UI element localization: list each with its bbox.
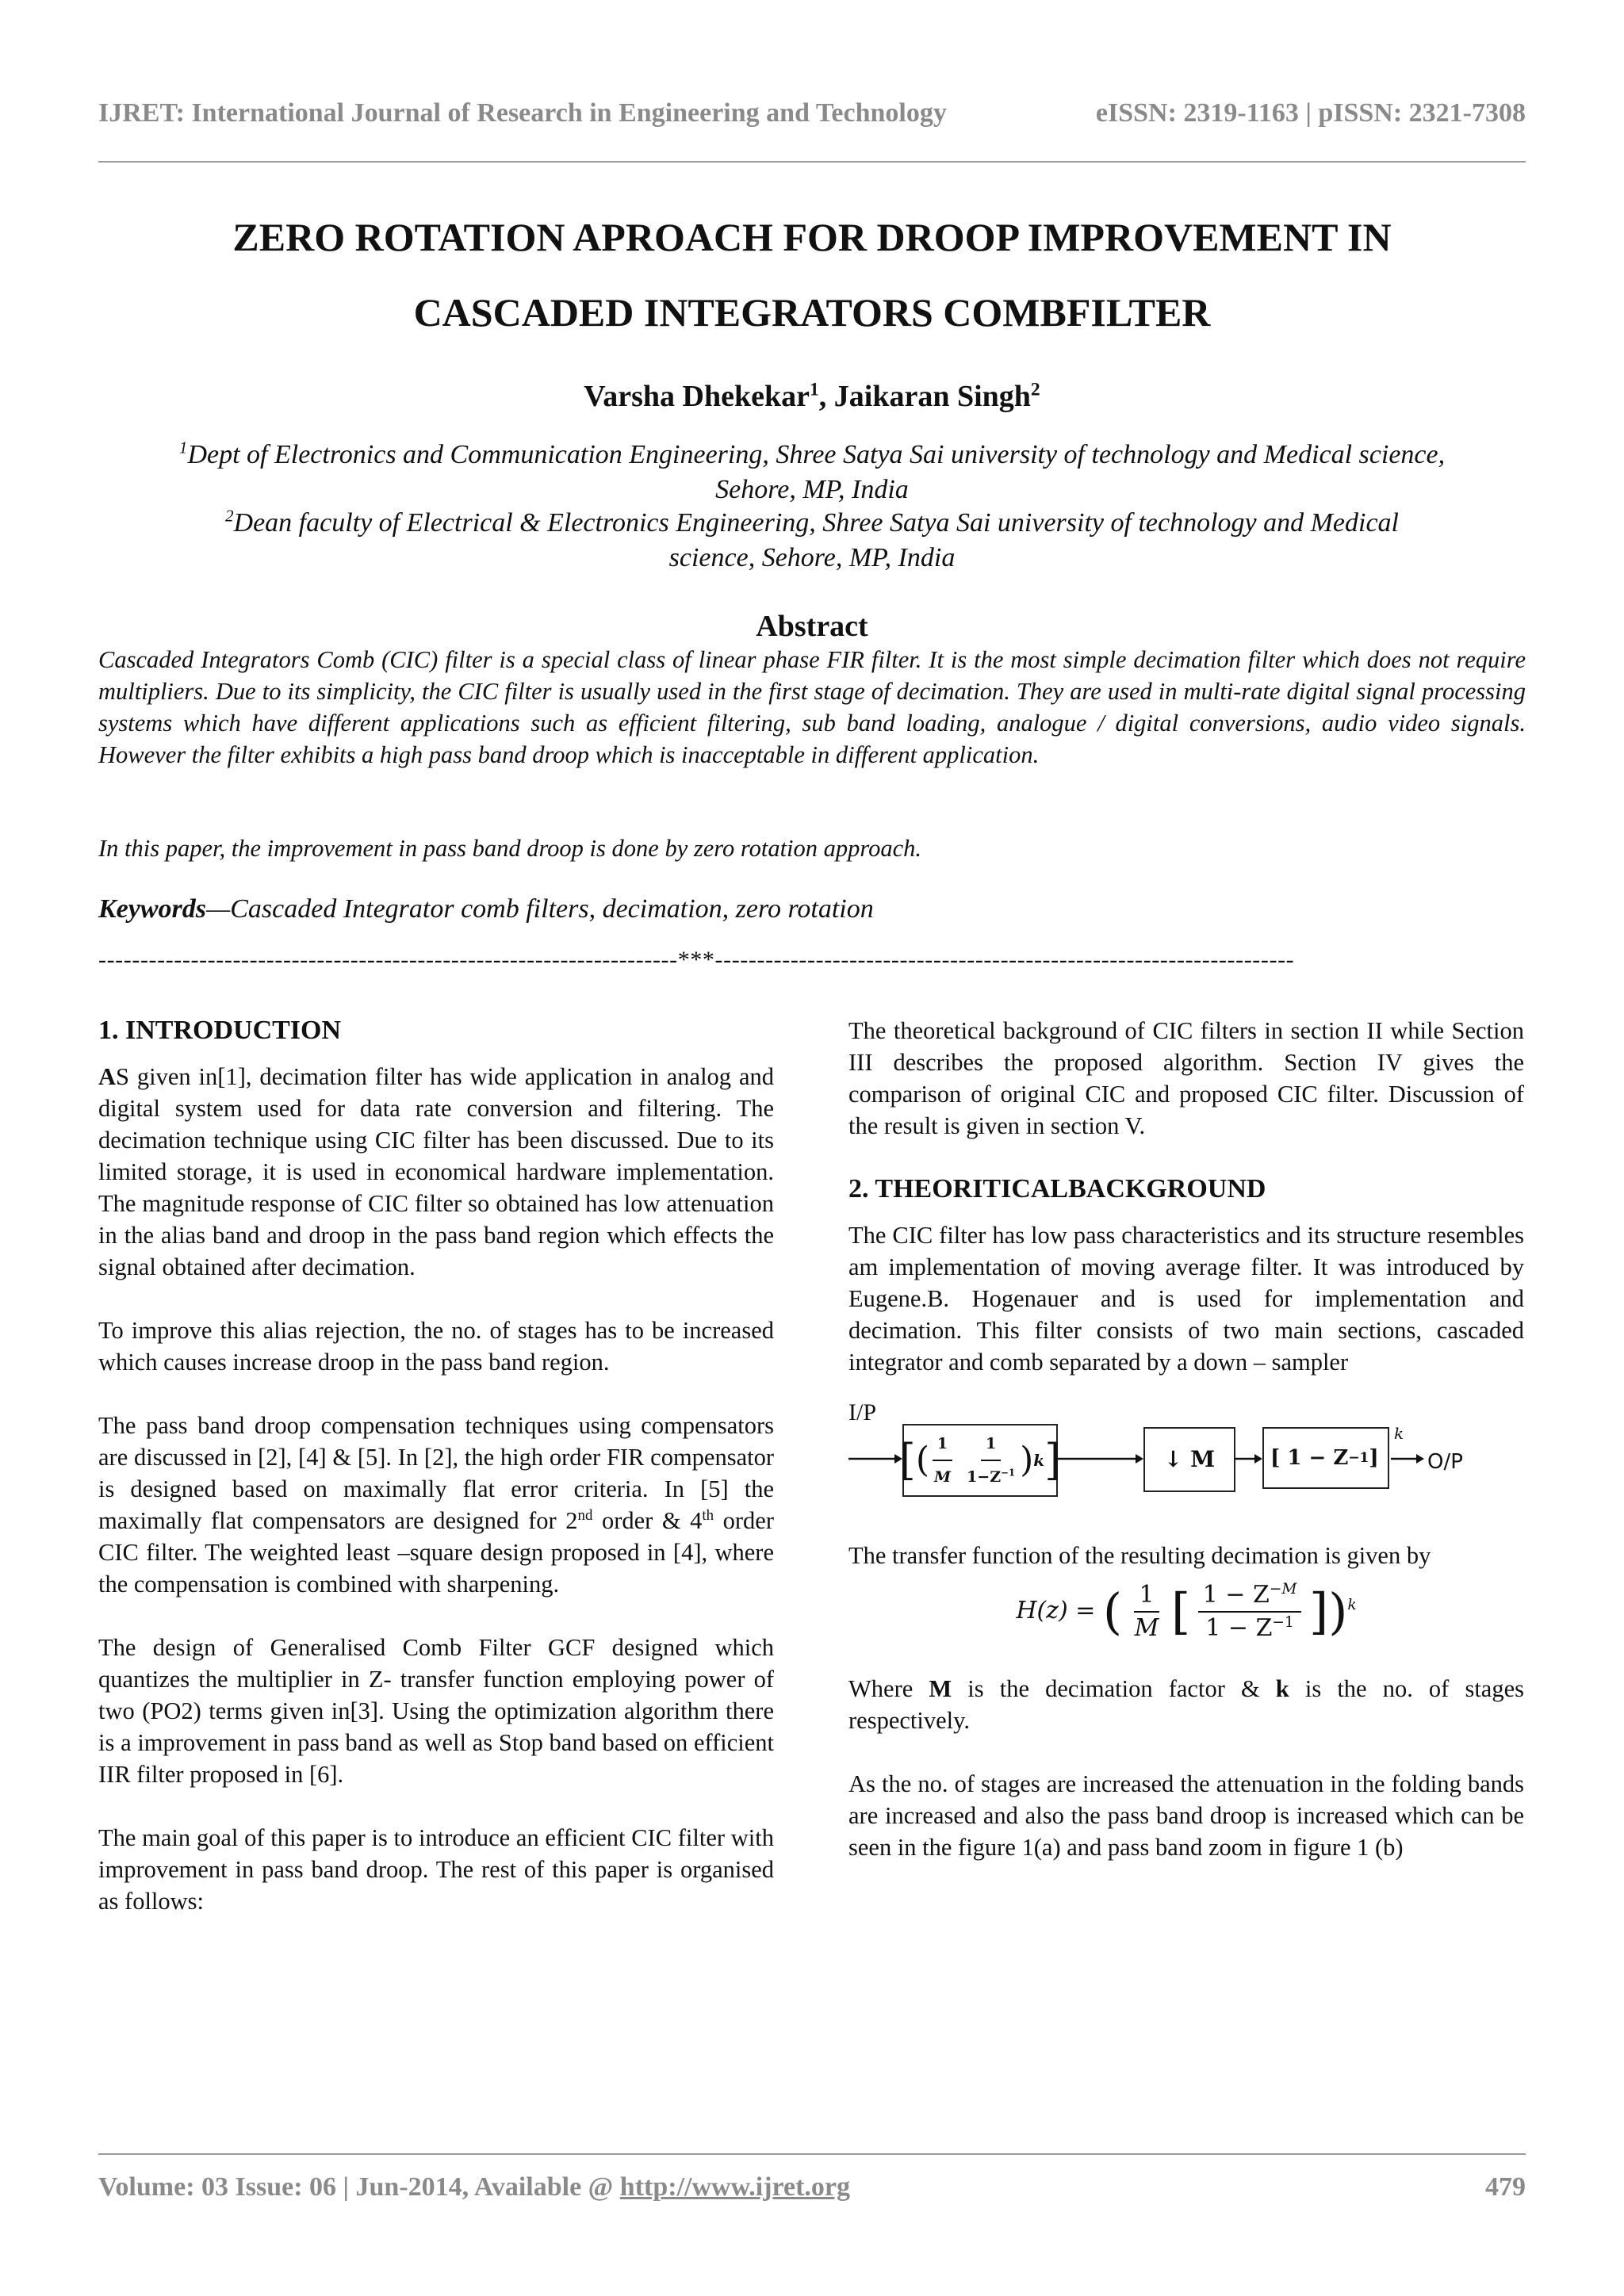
affiliation-2-sup: 2 bbox=[224, 506, 234, 526]
arrowhead-1 bbox=[1136, 1454, 1143, 1464]
affiliation-2-line-2: science, Sehore, MP, India bbox=[668, 543, 956, 572]
issn: eISSN: 2319-1163 | pISSN: 2321-7308 bbox=[1095, 98, 1526, 128]
equation-one-over-m: $\frac{1}{M}$ bbox=[1134, 1581, 1159, 1642]
title-line-2: CASCADED INTEGRATORS COMBFILTER bbox=[413, 290, 1211, 335]
comb-block: [ 1 − Z −1 ] bbox=[1262, 1427, 1389, 1489]
intro-paragraph-2: To improve this alias rejection, the no. of stages has to be increased which causes increase droop in the pass band region. bbox=[98, 1317, 774, 1376]
output-label: O/P bbox=[1427, 1450, 1463, 1474]
affiliation-1 bbox=[98, 438, 1526, 507]
intro-dropcap: A bbox=[98, 1063, 117, 1090]
intro-paragraph-3: The pass band droop compensation techniques using compensators are discussed in [2], [4] & [5]. In [2], the high order FIR compensator is designed based on maximally flat error criteria. In [5] the maximally flat compensators are designed for 2nd order & 4th order CIC filter. The weighted least –square design proposed in [4], where the compensation is combined with sharpening. bbox=[98, 1412, 774, 1598]
integrator-block: [ ( $\frac{1}{M}$ $\frac{1}{1-Z^{-1}}$ ) k ] bbox=[902, 1424, 1058, 1497]
affiliation-2 bbox=[98, 506, 1526, 576]
author-2-sup: 2 bbox=[1030, 379, 1040, 400]
stages-paragraph: As the no. of stages are increased the attenuation in the folding bands are increased and also the pass band droop is increased which can be seen in the figure 1(a) and pass band zoom in figure 1 (b) bbox=[848, 1770, 1524, 1861]
intro-paragraph-1: AS given in[1], decimation filter has wide application in analog and digital system used for data rate conversion and filtering. The decimation technique using CIC filter has been discussed. Due to its limited storage, it is used in economical hardware implementation. The magnitude response of CIC filter so obtained has low attenuation in the alias band and droop in the pass band region which effects the signal obtained after decimation. bbox=[98, 1063, 774, 1280]
transfer-function-intro: The transfer function of the resulting decimation is given by bbox=[848, 1542, 1431, 1569]
affiliation-1-line-2: Sehore, MP, India bbox=[715, 475, 909, 504]
introduction-heading: 1. INTRODUCTION bbox=[98, 1016, 342, 1045]
output-arrowhead bbox=[1416, 1454, 1424, 1464]
outline-paragraph: The theoretical background of CIC filters in section II while Section III describes the proposed algorithm. Section IV gives the comparison of original CIC and proposed CIC filter. Discussion of the result is given in section V. bbox=[848, 1017, 1524, 1139]
journal-link[interactable]: http://www.ijret.org bbox=[619, 2172, 851, 2202]
left-column bbox=[98, 1015, 774, 1949]
affiliation-1-line-1: Dept of Electronics and Communication Engineering, Shree Satya Sai university of technology and Medical science, bbox=[187, 440, 1446, 469]
input-label: I/P bbox=[848, 1399, 877, 1425]
journal-name: IJRET: International Journal of Research in Engineering and Technology bbox=[98, 98, 947, 128]
footer-volume-info: Volume: 03 Issue: 06 | Jun-2014, Available @ http://www.ijret.org bbox=[98, 2172, 851, 2202]
equation-exponent-k: k bbox=[1347, 1597, 1357, 1613]
integrator-fraction: $\frac{1}{1-Z^{-1}}$ bbox=[962, 1428, 1020, 1493]
right-column bbox=[848, 1015, 1524, 1895]
section-separator: ---------------------------------------------------------------------***--------------------------------------------------------------------- bbox=[98, 947, 1295, 973]
author-2: Jaikaran Singh bbox=[833, 380, 1031, 413]
paper-title bbox=[98, 200, 1526, 350]
affiliation-1-sup: 1 bbox=[178, 438, 188, 457]
equation-ratio: $\frac{1 - Z^{-M}}{1 - Z^{-1}}$ bbox=[1198, 1579, 1302, 1644]
abstract-paragraph-1: Cascaded Integrators Comb (CIC) filter is a special class of linear phase FIR filter. It is the most simple decimation filter which does not require multipliers. Due to its simplicity, the CIC filter is usually used in the first stage of decimation. They are used in multi-rate digital signal processing systems which have different applications such as efficient filtering, sub band loading, analogue / digital conversions, audio video signals. However the filter exhibits a high pass band droop which is inacceptable in different application. bbox=[98, 646, 1526, 768]
keywords-label: Keywords bbox=[98, 894, 206, 924]
running-header bbox=[98, 98, 1526, 130]
equation-lhs: H(z) = bbox=[1016, 1597, 1096, 1624]
cic-block-diagram: I/P [ ( $\frac{1}{M}$ $\frac{1}{1-Z^{-1}}$ ) k ] ↓ M [ 1 − Z −1 ] k O/P bbox=[848, 1397, 1524, 1516]
title-line-1: ZERO ROTATION APROACH FOR DROOP IMPROVEMENT IN bbox=[232, 215, 1392, 259]
keywords-text: —Cascaded Integrator comb filters, decimation, zero rotation bbox=[206, 894, 874, 924]
affiliation-2-line-1: Dean faculty of Electrical & Electronics Engineering, Shree Satya Sai university of technology and Medical bbox=[233, 508, 1400, 538]
downsampler-block: ↓ M bbox=[1143, 1427, 1235, 1492]
authors bbox=[98, 379, 1526, 414]
arrowhead-2 bbox=[1254, 1454, 1262, 1464]
intro-paragraph-4: The design of Generalised Comb Filter GCF designed which quantizes the multiplier in Z- transfer function employing power of two (PO2) terms given in[3]. Using the optimization algorithm there is a improvement in pass band as well as Stop band based on efficient IIR filter proposed in [6]. bbox=[98, 1634, 774, 1788]
author-1: Varsha Dhekekar bbox=[584, 380, 810, 413]
author-separator: , bbox=[818, 380, 834, 413]
footer-rule bbox=[98, 2153, 1526, 2155]
keywords bbox=[98, 894, 1526, 924]
integrator-one-over-m: $\frac{1}{M}$ bbox=[929, 1428, 956, 1493]
where-paragraph: Where M is the decimation factor & k is the no. of stages respectively. bbox=[848, 1675, 1524, 1734]
page-footer bbox=[98, 2172, 1526, 2207]
transfer-function-equation: H(z) = ( $\frac{1}{M}$ [ $\frac{1 - Z^{-M}}{1 - Z^{-1}}$ ])$^k$ bbox=[848, 1579, 1524, 1644]
header-rule bbox=[98, 161, 1526, 163]
abstract-paragraph-2: In this paper, the improvement in pass band droop is done by zero rotation approach. bbox=[98, 835, 922, 862]
author-1-sup: 1 bbox=[809, 379, 819, 400]
page-number: 479 bbox=[1485, 2172, 1526, 2202]
abstract-heading: Abstract bbox=[756, 610, 868, 643]
background-paragraph: The CIC filter has low pass characteristics and its structure resembles am implementation of moving average filter. It was introduced by Eugene.B. Hogenauer and is used for implementation and decimation. This filter consists of two main sections, cascaded integrator and comb separated by a down – sampler bbox=[848, 1222, 1524, 1376]
intro-paragraph-5: The main goal of this paper is to introduce an efficient CIC filter with improvement in pass band droop. The rest of this paper is organised as follows: bbox=[98, 1824, 774, 1915]
background-heading: 2. THEORITICALBACKGROUND bbox=[848, 1174, 1266, 1203]
